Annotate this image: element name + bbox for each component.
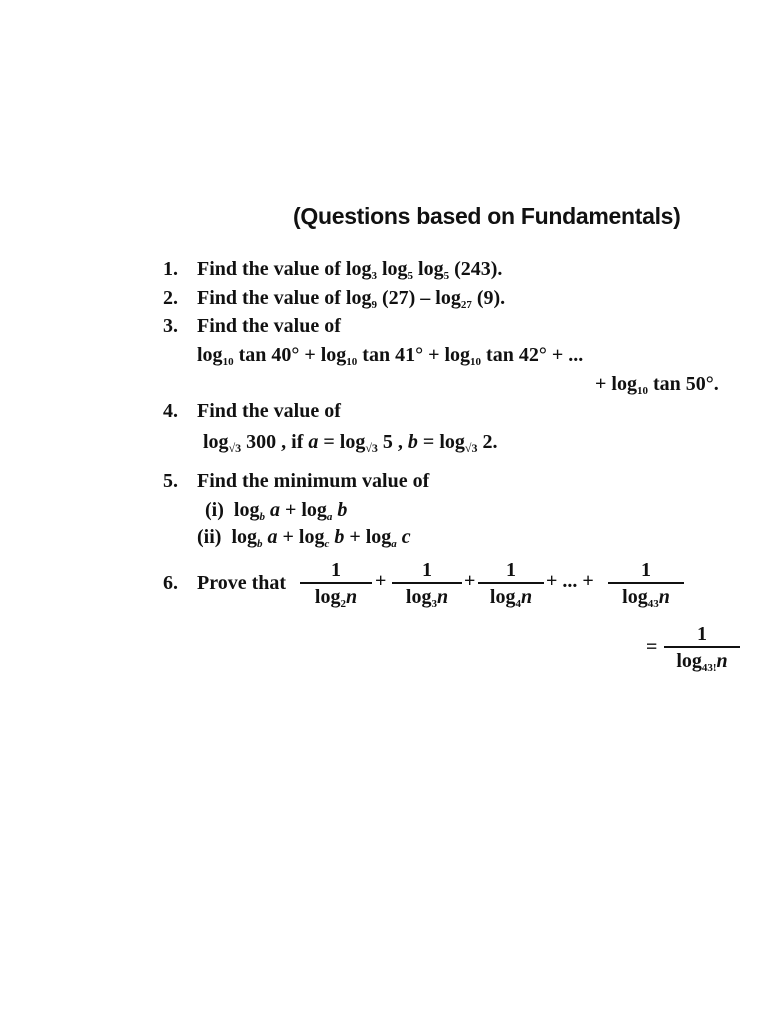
- fraction-term-last: 1 $\log_{43}n$: [608, 558, 684, 610]
- question-text: Find the value of: [197, 400, 341, 422]
- question-number: 3.: [163, 315, 178, 337]
- plus-sign: +: [464, 570, 476, 592]
- question-number: 1.: [163, 258, 178, 280]
- fraction-term-2: 1 $\log_3n$: [392, 558, 462, 610]
- question-number: 2.: [163, 287, 178, 309]
- question-expression: $\log_{√3} 300$ , if $a = \log_{√3} 5$ , $b = \log_{√3} 2$.: [203, 431, 498, 455]
- equals-sign: =: [646, 636, 658, 658]
- question-text: Prove that: [197, 572, 287, 594]
- question-number: 4.: [163, 400, 178, 422]
- question-text: Find the value of $\log_9 (27) - \log_{27} (9)$.: [197, 287, 506, 311]
- question-text: Find the minimum value of: [197, 470, 430, 492]
- ellipsis-plus: + ... +: [546, 570, 594, 592]
- fraction-term-3: 1 $\log_4n$: [478, 558, 544, 610]
- section-heading: (Questions based on Fundamentals): [293, 203, 681, 229]
- subpart-ii: (ii) $\log_b a + \log_c b + \log_a c$: [197, 526, 411, 550]
- plus-sign: +: [375, 570, 387, 592]
- question-text: Find the value of $\log_3 \log_5 \log_5 (243)$.: [197, 258, 503, 282]
- question-number: 6.: [163, 572, 178, 594]
- question-expression: $\log_{10} \tan 40^\circ + \log_{10} \tan 41^\circ + \log_{10} \tan 42^\circ$ + ...: [197, 344, 584, 368]
- fraction-term-1: 1 $\log_2n$: [300, 558, 372, 610]
- fraction-rhs: 1 $\log_{43!}n$: [664, 622, 740, 674]
- question-text: Find the value of: [197, 315, 341, 337]
- question-number: 5.: [163, 470, 178, 492]
- subpart-i: (i) $\log_b a + \log_a b$: [205, 499, 348, 523]
- question-expression-continued: + $\log_{10} \tan 50^\circ$.: [595, 373, 719, 397]
